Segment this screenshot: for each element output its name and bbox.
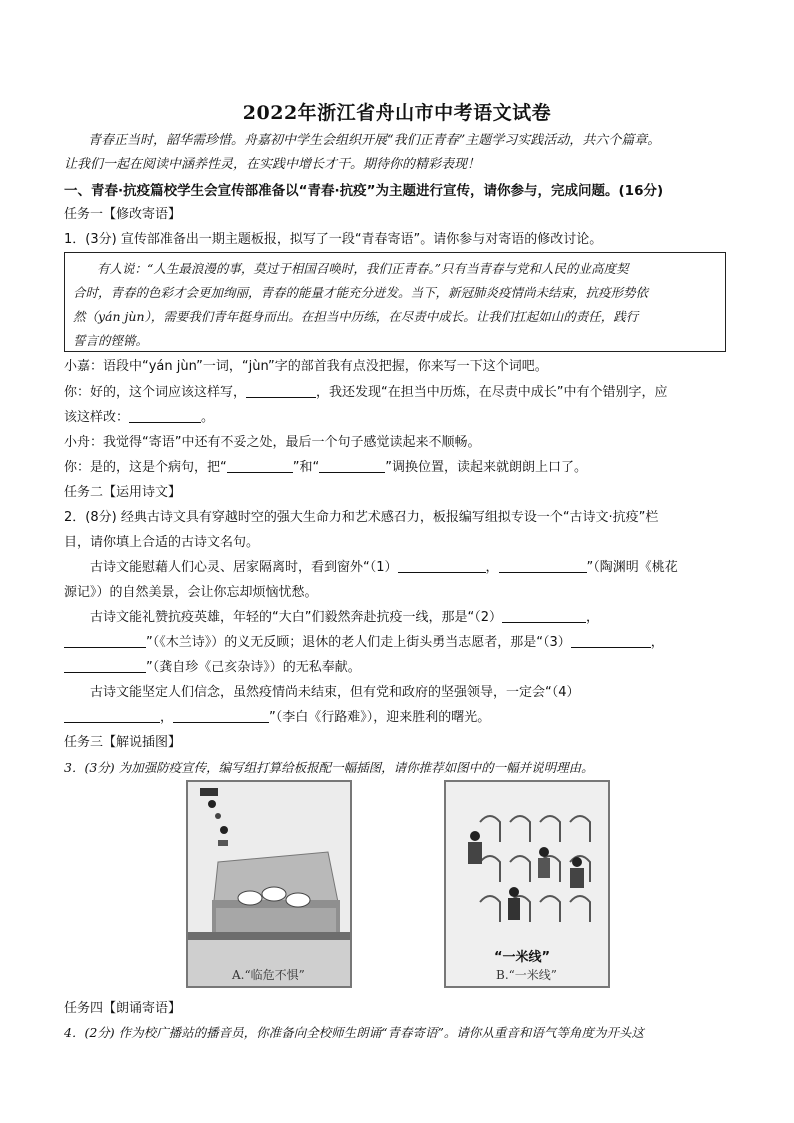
quote-box <box>64 252 726 352</box>
figure-a-illustration <box>188 782 350 986</box>
dialogue-you-1 <box>64 384 734 402</box>
poem-para-1-b: ， <box>485 560 499 575</box>
dialogue-you-1-b: ，我还发现“在担当中历炼，在尽责中成长”中有个错别字，应 <box>316 385 668 400</box>
poem-para-2-d: ， <box>650 635 664 650</box>
task-3-label: 任务三【解说插图】 <box>64 735 182 750</box>
poem-para-2-b: ， <box>585 610 599 625</box>
poem-para-2-c: ”（《木兰诗》）的义无反顾；退休的老人们走上街头勇当志愿者，那是“（3） <box>146 635 571 650</box>
answer-blank-swap-2[interactable] <box>319 460 385 473</box>
poem-para-3-b: ， <box>160 710 174 725</box>
quote-line-3: 然（yán jùn），需要我们青年挺身而出。在担当中历练，在尽责中成长。让我们扛起如山的责任，践行 <box>73 309 639 324</box>
poem-para-1-line-2: 源记》）的自然美景，会让你忘却烦恼忧愁。 <box>64 585 318 600</box>
dialogue-you-3-b: ”和“ <box>292 460 320 475</box>
answer-blank-poem-2a[interactable] <box>502 610 586 623</box>
dialogue-you-3 <box>64 459 734 477</box>
figure-b[interactable] <box>444 780 610 988</box>
question-1: 1．(3分) 宣传部准备出一期主题板报，拟写了一段“青春寄语”。请你参与对寄语的修改讨论。 <box>64 232 603 247</box>
dialogue-xiaozhou: 小舟：我觉得“寄语”中还有不妥之处，最后一个句子感觉读起来不顺畅。 <box>64 435 481 450</box>
figure-a[interactable] <box>186 780 352 988</box>
dialogue-you-2-a: 该这样改： <box>64 410 130 425</box>
poem-para-2-line-3 <box>64 659 734 677</box>
question-2-line-1: 2．(8分) 经典古诗文具有穿越时空的强大生命力和艺术感召力，板报编写组拟专设一个“古诗文·抗疫”栏 <box>64 510 659 525</box>
answer-blank-swap-1[interactable] <box>227 460 293 473</box>
question-4: 4．(2分) 作为校广播站的播音员，你准备向全校师生朗诵“青春寄语”。请你从重音和语气等角度为开头这 <box>64 1025 644 1040</box>
dialogue-xiaojia: 小嘉：语段中“yán jùn”一词，“jùn”字的部首我有点没把握，你来写一下这个词吧。 <box>64 359 548 374</box>
dialogue-you-1-a: 你：好的，这个词应该这样写， <box>64 385 247 400</box>
answer-blank-poem-3b[interactable] <box>64 660 146 673</box>
poem-para-2-line-2 <box>64 634 734 652</box>
intro-line-2: 让我们一起在阅读中涵养性灵，在实践中增长才干。期待你的精彩表现！ <box>64 157 481 172</box>
poem-para-2-line-1 <box>90 609 760 627</box>
section-1-heading: 一、青春·抗疫篇校学生会宣传部准备以“青春·抗疫”为主题进行宣传，请你参与，完成问题。(16分) <box>64 183 664 199</box>
poem-para-1-c: ”（陶渊明《桃花 <box>586 560 678 575</box>
task-2-label: 任务二【运用诗文】 <box>64 485 182 500</box>
dialogue-you-2 <box>64 409 734 427</box>
answer-blank-poem-2b[interactable] <box>64 635 146 648</box>
poem-para-2-a: 古诗文能礼赞抗疫英雄，年轻的“大白”们毅然奔赴抗疫一线，那是“（2） <box>90 610 502 625</box>
poem-para-1-a: 古诗文能慰藉人们心灵、居家隔离时，看到窗外“（1） <box>90 560 398 575</box>
question-3: 3．(3分) 为加强防疫宣传，编写组打算给板报配一幅插图，请你推荐如图中的一幅并说明理由。 <box>64 760 594 775</box>
answer-blank-poem-4a[interactable] <box>64 710 160 723</box>
question-2-line-2: 目，请你填上合适的古诗文名句。 <box>64 535 260 550</box>
answer-blank-poem-4b[interactable] <box>173 710 269 723</box>
quote-line-2: 合时，青春的色彩才会更加绚丽，青春的能量才能充分迸发。当下，新冠肺炎疫情尚未结束，抗疫形势依 <box>73 285 649 300</box>
poem-para-3-line-2 <box>64 709 734 727</box>
poem-para-3-line-1: 古诗文能坚定人们信念，虽然疫情尚未结束，但有党和政府的坚强领导，一定会“（4） <box>90 685 580 700</box>
figure-b-inner-text: “一米线” <box>494 950 551 965</box>
figure-b-caption: B.“一米线” <box>496 968 557 982</box>
page-title: 2022年浙江省舟山市中考语文试卷 <box>242 102 552 124</box>
answer-blank-poem-3a[interactable] <box>571 635 651 648</box>
dialogue-you-2-b: 。 <box>201 410 215 425</box>
dialogue-you-3-a: 你：是的，这是个病句，把“ <box>64 460 227 475</box>
poem-para-2-e: ”（龚自珍《己亥杂诗》）的无私奉献。 <box>146 660 361 675</box>
answer-blank-poem-1b[interactable] <box>499 560 587 573</box>
poem-para-3-c: ”（李白《行路难》），迎来胜利的曙光。 <box>269 710 491 725</box>
answer-blank-word[interactable] <box>246 385 316 398</box>
intro-line-1: 青春正当时，韶华需珍惜。舟嘉初中学生会组织开展“我们正青春”主题学习实践活动，共六个篇章。 <box>88 133 661 148</box>
quote-line-4: 誓言的铿锵。 <box>73 333 149 348</box>
task-1-label: 任务一【修改寄语】 <box>64 207 182 222</box>
quote-line-1: 有人说：“人生最浪漫的事，莫过于相国召唤时，我们正青春。”只有当青春与党和人民的业高度契 <box>97 261 629 276</box>
dialogue-you-3-c: ”调换位置，读起来就朗朗上口了。 <box>385 460 587 475</box>
figure-a-caption: A.“临危不惧” <box>232 968 305 982</box>
answer-blank-poem-1a[interactable] <box>398 560 486 573</box>
answer-blank-correction[interactable] <box>129 410 201 423</box>
task-4-label: 任务四【朗诵寄语】 <box>64 1001 182 1016</box>
poem-para-1-line-1 <box>90 559 760 577</box>
